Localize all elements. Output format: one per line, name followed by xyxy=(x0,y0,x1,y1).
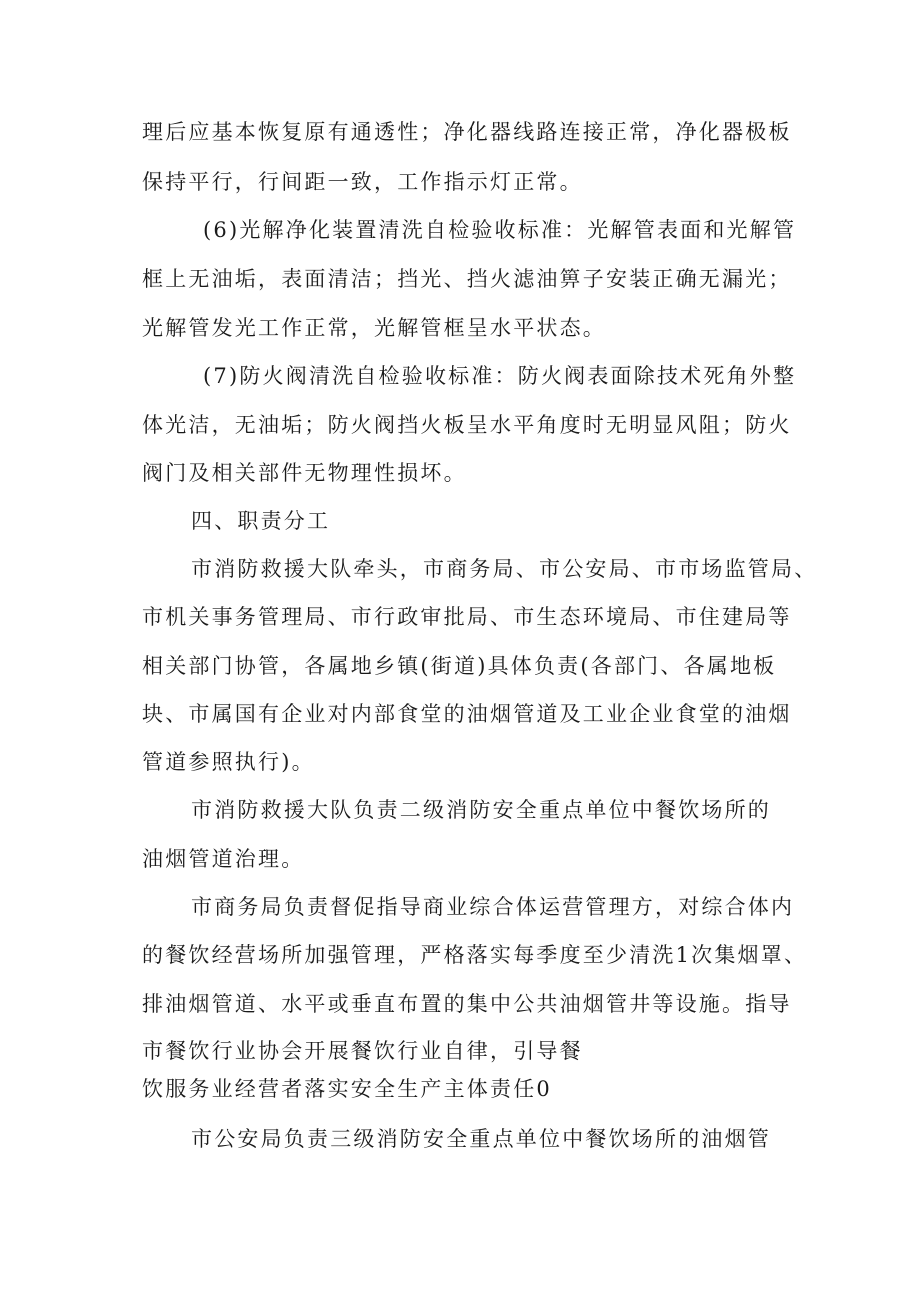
text-line: 市消防救援大队牵头，市商务局、市公安局、市市场监管局、 xyxy=(191,557,818,581)
text-line: 相关部门协管，各属地乡镇(街道)具体负责(各部门、各属地板 xyxy=(142,654,777,678)
text-line: (6)光解净化装置清洗自检验收标准：光解管表面和光解管 xyxy=(203,218,797,242)
section-heading: 四、职责分工 xyxy=(191,509,331,533)
text-line: 排油烟管道、水平或垂直布置的集中公共油烟管井等设施。指导 xyxy=(142,992,792,1016)
text-line: 光解管发光工作正常，光解管框呈水平状态。 xyxy=(142,316,606,340)
text-line: 市商务局负责督促指导商业综合体运营管理方，对综合体内 xyxy=(191,895,795,919)
text-line: 保持平行，行间距一致，工作指示灯正常。 xyxy=(142,170,583,194)
text-line: 框上无油垢，表面清洁；挡光、挡火滤油箅子安装正确无漏光； xyxy=(142,267,792,291)
text-line: 的餐饮经营场所加强管理，严格落实每季度至少清洗1次集烟罩、 xyxy=(142,943,808,967)
text-line: 市机关事务管理局、市行政审批局、市生态环境局、市住建局等 xyxy=(142,605,792,629)
text-line: 市消防救援大队负责二级消防安全重点单位中餐饮场所的 xyxy=(191,798,771,822)
text-line: 体光洁，无油垢；防火阀挡火板呈水平角度时无明显风阻；防火 xyxy=(142,413,792,437)
text-line: 阀门及相关部件无物理性损坏。 xyxy=(142,461,467,485)
text-line: 市餐饮行业协会开展餐饮行业自律，引导餐 xyxy=(142,1039,583,1063)
text-line: 块、市属国有企业对内部食堂的油烟管道及工业企业食堂的油烟 xyxy=(142,702,792,726)
text-line: 市公安局负责三级消防安全重点单位中餐饮场所的油烟管 xyxy=(191,1127,771,1151)
text-line: (7)防火阀清洗自检验收标准：防火阀表面除技术死角外整 xyxy=(203,364,797,388)
text-line: 管道参照执行)。 xyxy=(142,750,315,774)
text-line: 油烟管道治理。 xyxy=(142,847,305,871)
text-line: 饮服务业经营者落实安全生产主体责任0 xyxy=(142,1077,552,1101)
text-line: 理后应基本恢复原有通透性；净化器线路连接正常，净化器极板 xyxy=(142,120,792,144)
